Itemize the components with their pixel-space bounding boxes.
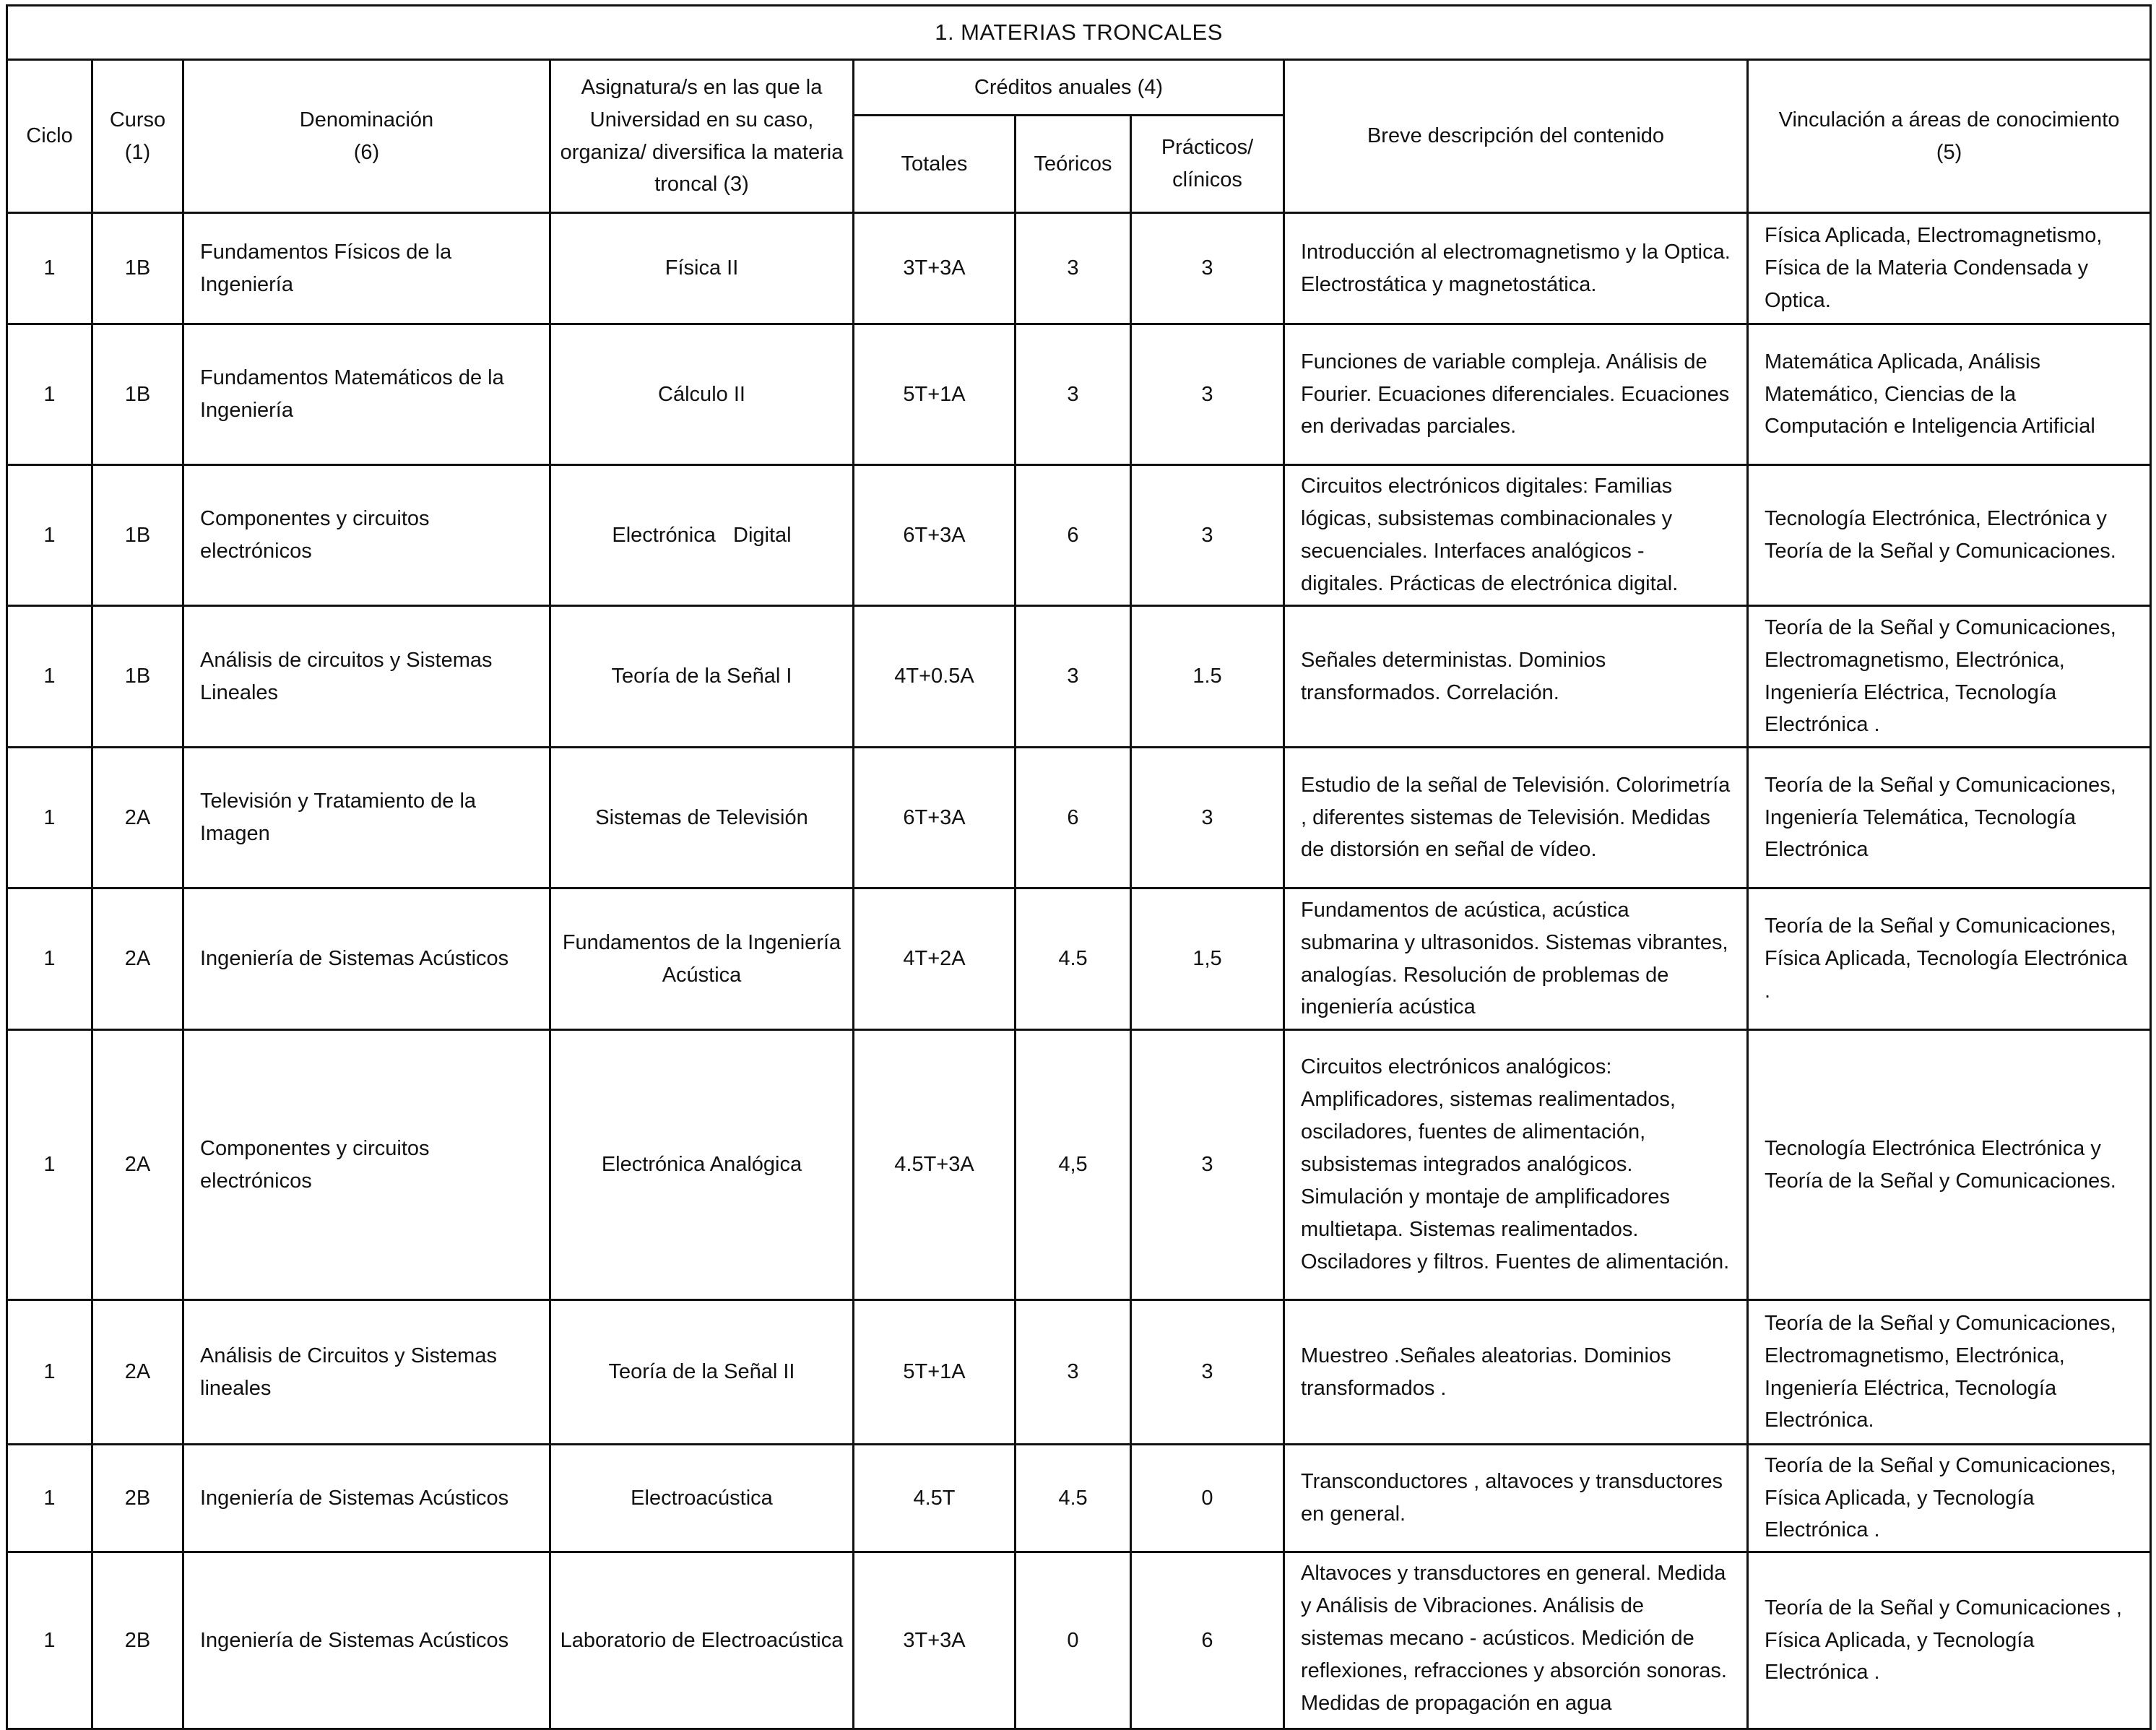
cell-totales: 4T+0.5A bbox=[854, 606, 1016, 748]
table-row bbox=[7, 1300, 2151, 1445]
header-ciclo: Ciclo bbox=[7, 60, 92, 213]
cell-teoricos: 3 bbox=[1016, 1300, 1131, 1445]
cell-curso: 1B bbox=[92, 606, 183, 748]
cell-areas: Teoría de la Señal y Comunicaciones, Física Aplicada, y Tecnología Electrónica . bbox=[1748, 1445, 2151, 1552]
cell-descripcion: Señales deterministas. Dominios transformados. Correlación. bbox=[1284, 606, 1748, 748]
cell-ciclo: 1 bbox=[7, 1030, 92, 1300]
cell-teoricos: 0 bbox=[1016, 1552, 1131, 1729]
cell-areas: Tecnología Electrónica Electrónica y Teoría de la Señal y Comunicaciones. bbox=[1748, 1030, 2151, 1300]
cell-areas: Teoría de la Señal y Comunicaciones, Ingeniería Telemática, Tecnología Electrónica bbox=[1748, 748, 2151, 888]
cell-curso: 2B bbox=[92, 1445, 183, 1552]
cell-descripcion: Circuitos electrónicos analógicos: Amplificadores, sistemas realimentados, osciladores, fuentes de alimentación, subsistemas integrados analógicos. Simulación y montaje de amplificadores multietapa. Sistemas realimentados. Osciladores y filtros. Fuentes de alimentación. bbox=[1284, 1030, 1748, 1300]
cell-practicos: 3 bbox=[1131, 1030, 1284, 1300]
table-row bbox=[7, 748, 2151, 888]
cell-totales: 4T+2A bbox=[854, 888, 1016, 1030]
cell-asignatura: Física II bbox=[550, 213, 854, 324]
table-row bbox=[7, 213, 2151, 324]
cell-curso: 1B bbox=[92, 213, 183, 324]
cell-asignatura: Laboratorio de Electroacústica bbox=[550, 1552, 854, 1729]
cell-denominacion: Fundamentos Matemáticos de la Ingeniería bbox=[183, 324, 550, 465]
cell-descripcion: Muestreo .Señales aleatorias. Dominios transformados . bbox=[1284, 1300, 1748, 1445]
cell-areas: Física Aplicada, Electromagnetismo, Física de la Materia Condensada y Optica. bbox=[1748, 213, 2151, 324]
cell-descripcion: Altavoces y transductores en general. Medida y Análisis de Vibraciones. Análisis de sistemas mecano - acústicos. Medición de reflexiones, refracciones y absorción sonoras. Medidas de propagación en agua bbox=[1284, 1552, 1748, 1729]
table-row bbox=[7, 1445, 2151, 1552]
cell-curso: 1B bbox=[92, 324, 183, 465]
cell-practicos: 1.5 bbox=[1131, 606, 1284, 748]
cell-asignatura: Teoría de la Señal I bbox=[550, 606, 854, 748]
cell-curso: 1B bbox=[92, 465, 183, 606]
header-descripcion: Breve descripción del contenido bbox=[1284, 60, 1748, 213]
cell-practicos: 0 bbox=[1131, 1445, 1284, 1552]
cell-ciclo: 1 bbox=[7, 1552, 92, 1729]
cell-descripcion: Estudio de la señal de Televisión. Colorimetría , diferentes sistemas de Televisión. Medidas de distorsión en señal de vídeo. bbox=[1284, 748, 1748, 888]
cell-descripcion: Funciones de variable compleja. Análisis de Fourier. Ecuaciones diferenciales. Ecuaciones en derivadas parciales. bbox=[1284, 324, 1748, 465]
header-totales: Totales bbox=[854, 116, 1016, 213]
cell-teoricos: 6 bbox=[1016, 748, 1131, 888]
cell-descripcion: Introducción al electromagnetismo y la Optica. Electrostática y magnetostática. bbox=[1284, 213, 1748, 324]
cell-areas: Matemática Aplicada, Análisis Matemático, Ciencias de la Computación e Inteligencia Artificial bbox=[1748, 324, 2151, 465]
header-practicos: Prácticos/ clínicos bbox=[1131, 116, 1284, 213]
cell-denominacion: Ingeniería de Sistemas Acústicos bbox=[183, 1552, 550, 1729]
cell-denominacion: Ingeniería de Sistemas Acústicos bbox=[183, 888, 550, 1030]
cell-asignatura: Electrónica Analógica bbox=[550, 1030, 854, 1300]
cell-practicos: 6 bbox=[1131, 1552, 1284, 1729]
cell-asignatura: Cálculo II bbox=[550, 324, 854, 465]
cell-practicos: 3 bbox=[1131, 324, 1284, 465]
cell-totales: 3T+3A bbox=[854, 1552, 1016, 1729]
cell-descripcion: Fundamentos de acústica, acústica submarina y ultrasonidos. Sistemas vibrantes, analogías. Resolución de problemas de ingeniería acústica bbox=[1284, 888, 1748, 1030]
cell-teoricos: 4.5 bbox=[1016, 1445, 1131, 1552]
cell-totales: 4.5T+3A bbox=[854, 1030, 1016, 1300]
cell-denominacion: Ingeniería de Sistemas Acústicos bbox=[183, 1445, 550, 1552]
cell-asignatura: Fundamentos de la Ingeniería Acústica bbox=[550, 888, 854, 1030]
cell-ciclo: 1 bbox=[7, 213, 92, 324]
cell-practicos: 3 bbox=[1131, 748, 1284, 888]
cell-teoricos: 3 bbox=[1016, 606, 1131, 748]
table-row bbox=[7, 606, 2151, 748]
cell-asignatura: Electroacústica bbox=[550, 1445, 854, 1552]
materias-troncales-table bbox=[6, 4, 2152, 1730]
cell-asignatura: Sistemas de Televisión bbox=[550, 748, 854, 888]
cell-denominacion: Componentes y circuitos electrónicos bbox=[183, 465, 550, 606]
cell-areas: Teoría de la Señal y Comunicaciones, Electromagnetismo, Electrónica, Ingeniería Eléctrica, Tecnología Electrónica. bbox=[1748, 1300, 2151, 1445]
header-vinculacion: Vinculación a áreas de conocimiento (5) bbox=[1748, 60, 2151, 213]
cell-curso: 2B bbox=[92, 1552, 183, 1729]
header-curso: Curso (1) bbox=[92, 60, 183, 213]
cell-practicos: 3 bbox=[1131, 213, 1284, 324]
cell-ciclo: 1 bbox=[7, 606, 92, 748]
header-teoricos: Teóricos bbox=[1016, 116, 1131, 213]
table-row bbox=[7, 324, 2151, 465]
header-asignatura: Asignatura/s en las que la Universidad en su caso, organiza/ diversifica la materia troncal (3) bbox=[550, 60, 854, 213]
cell-teoricos: 3 bbox=[1016, 324, 1131, 465]
cell-areas: Teoría de la Señal y Comunicaciones , Física Aplicada, y Tecnología Electrónica . bbox=[1748, 1552, 2151, 1729]
cell-denominacion: Análisis de circuitos y Sistemas Lineales bbox=[183, 606, 550, 748]
table-title: 1. MATERIAS TRONCALES bbox=[7, 6, 2151, 60]
cell-teoricos: 4.5 bbox=[1016, 888, 1131, 1030]
table-row bbox=[7, 465, 2151, 606]
cell-ciclo: 1 bbox=[7, 888, 92, 1030]
cell-areas: Teoría de la Señal y Comunicaciones, Física Aplicada, Tecnología Electrónica . bbox=[1748, 888, 2151, 1030]
cell-curso: 2A bbox=[92, 888, 183, 1030]
cell-descripcion: Transconductores , altavoces y transductores en general. bbox=[1284, 1445, 1748, 1552]
cell-areas: Tecnología Electrónica, Electrónica y Teoría de la Señal y Comunicaciones. bbox=[1748, 465, 2151, 606]
cell-denominacion: Componentes y circuitos electrónicos bbox=[183, 1030, 550, 1300]
header-row bbox=[7, 60, 2151, 116]
cell-ciclo: 1 bbox=[7, 1445, 92, 1552]
cell-curso: 2A bbox=[92, 1300, 183, 1445]
cell-asignatura: Electrónica Digital bbox=[550, 465, 854, 606]
table-row bbox=[7, 888, 2151, 1030]
cell-denominacion: Televisión y Tratamiento de la Imagen bbox=[183, 748, 550, 888]
header-denominacion: Denominación (6) bbox=[183, 60, 550, 213]
table-row bbox=[7, 1552, 2151, 1729]
document-page bbox=[6, 4, 2149, 1715]
cell-areas: Teoría de la Señal y Comunicaciones, Electromagnetismo, Electrónica, Ingeniería Eléctrica, Tecnología Electrónica . bbox=[1748, 606, 2151, 748]
cell-totales: 5T+1A bbox=[854, 1300, 1016, 1445]
cell-practicos: 3 bbox=[1131, 465, 1284, 606]
cell-ciclo: 1 bbox=[7, 748, 92, 888]
cell-totales: 5T+1A bbox=[854, 324, 1016, 465]
cell-asignatura: Teoría de la Señal II bbox=[550, 1300, 854, 1445]
cell-ciclo: 1 bbox=[7, 1300, 92, 1445]
cell-teoricos: 6 bbox=[1016, 465, 1131, 606]
cell-curso: 2A bbox=[92, 748, 183, 888]
header-creditos-anuales: Créditos anuales (4) bbox=[854, 60, 1284, 116]
cell-denominacion: Fundamentos Físicos de la Ingeniería bbox=[183, 213, 550, 324]
cell-teoricos: 4,5 bbox=[1016, 1030, 1131, 1300]
cell-totales: 6T+3A bbox=[854, 748, 1016, 888]
cell-practicos: 1,5 bbox=[1131, 888, 1284, 1030]
cell-practicos: 3 bbox=[1131, 1300, 1284, 1445]
cell-teoricos: 3 bbox=[1016, 213, 1131, 324]
cell-ciclo: 1 bbox=[7, 465, 92, 606]
cell-totales: 3T+3A bbox=[854, 213, 1016, 324]
cell-denominacion: Análisis de Circuitos y Sistemas lineales bbox=[183, 1300, 550, 1445]
cell-ciclo: 1 bbox=[7, 324, 92, 465]
cell-descripcion: Circuitos electrónicos digitales: Familias lógicas, subsistemas combinacionales y secuenciales. Interfaces analógicos - digitales. Prácticas de electrónica digital. bbox=[1284, 465, 1748, 606]
table-row bbox=[7, 1030, 2151, 1300]
cell-totales: 6T+3A bbox=[854, 465, 1016, 606]
cell-curso: 2A bbox=[92, 1030, 183, 1300]
cell-totales: 4.5T bbox=[854, 1445, 1016, 1552]
